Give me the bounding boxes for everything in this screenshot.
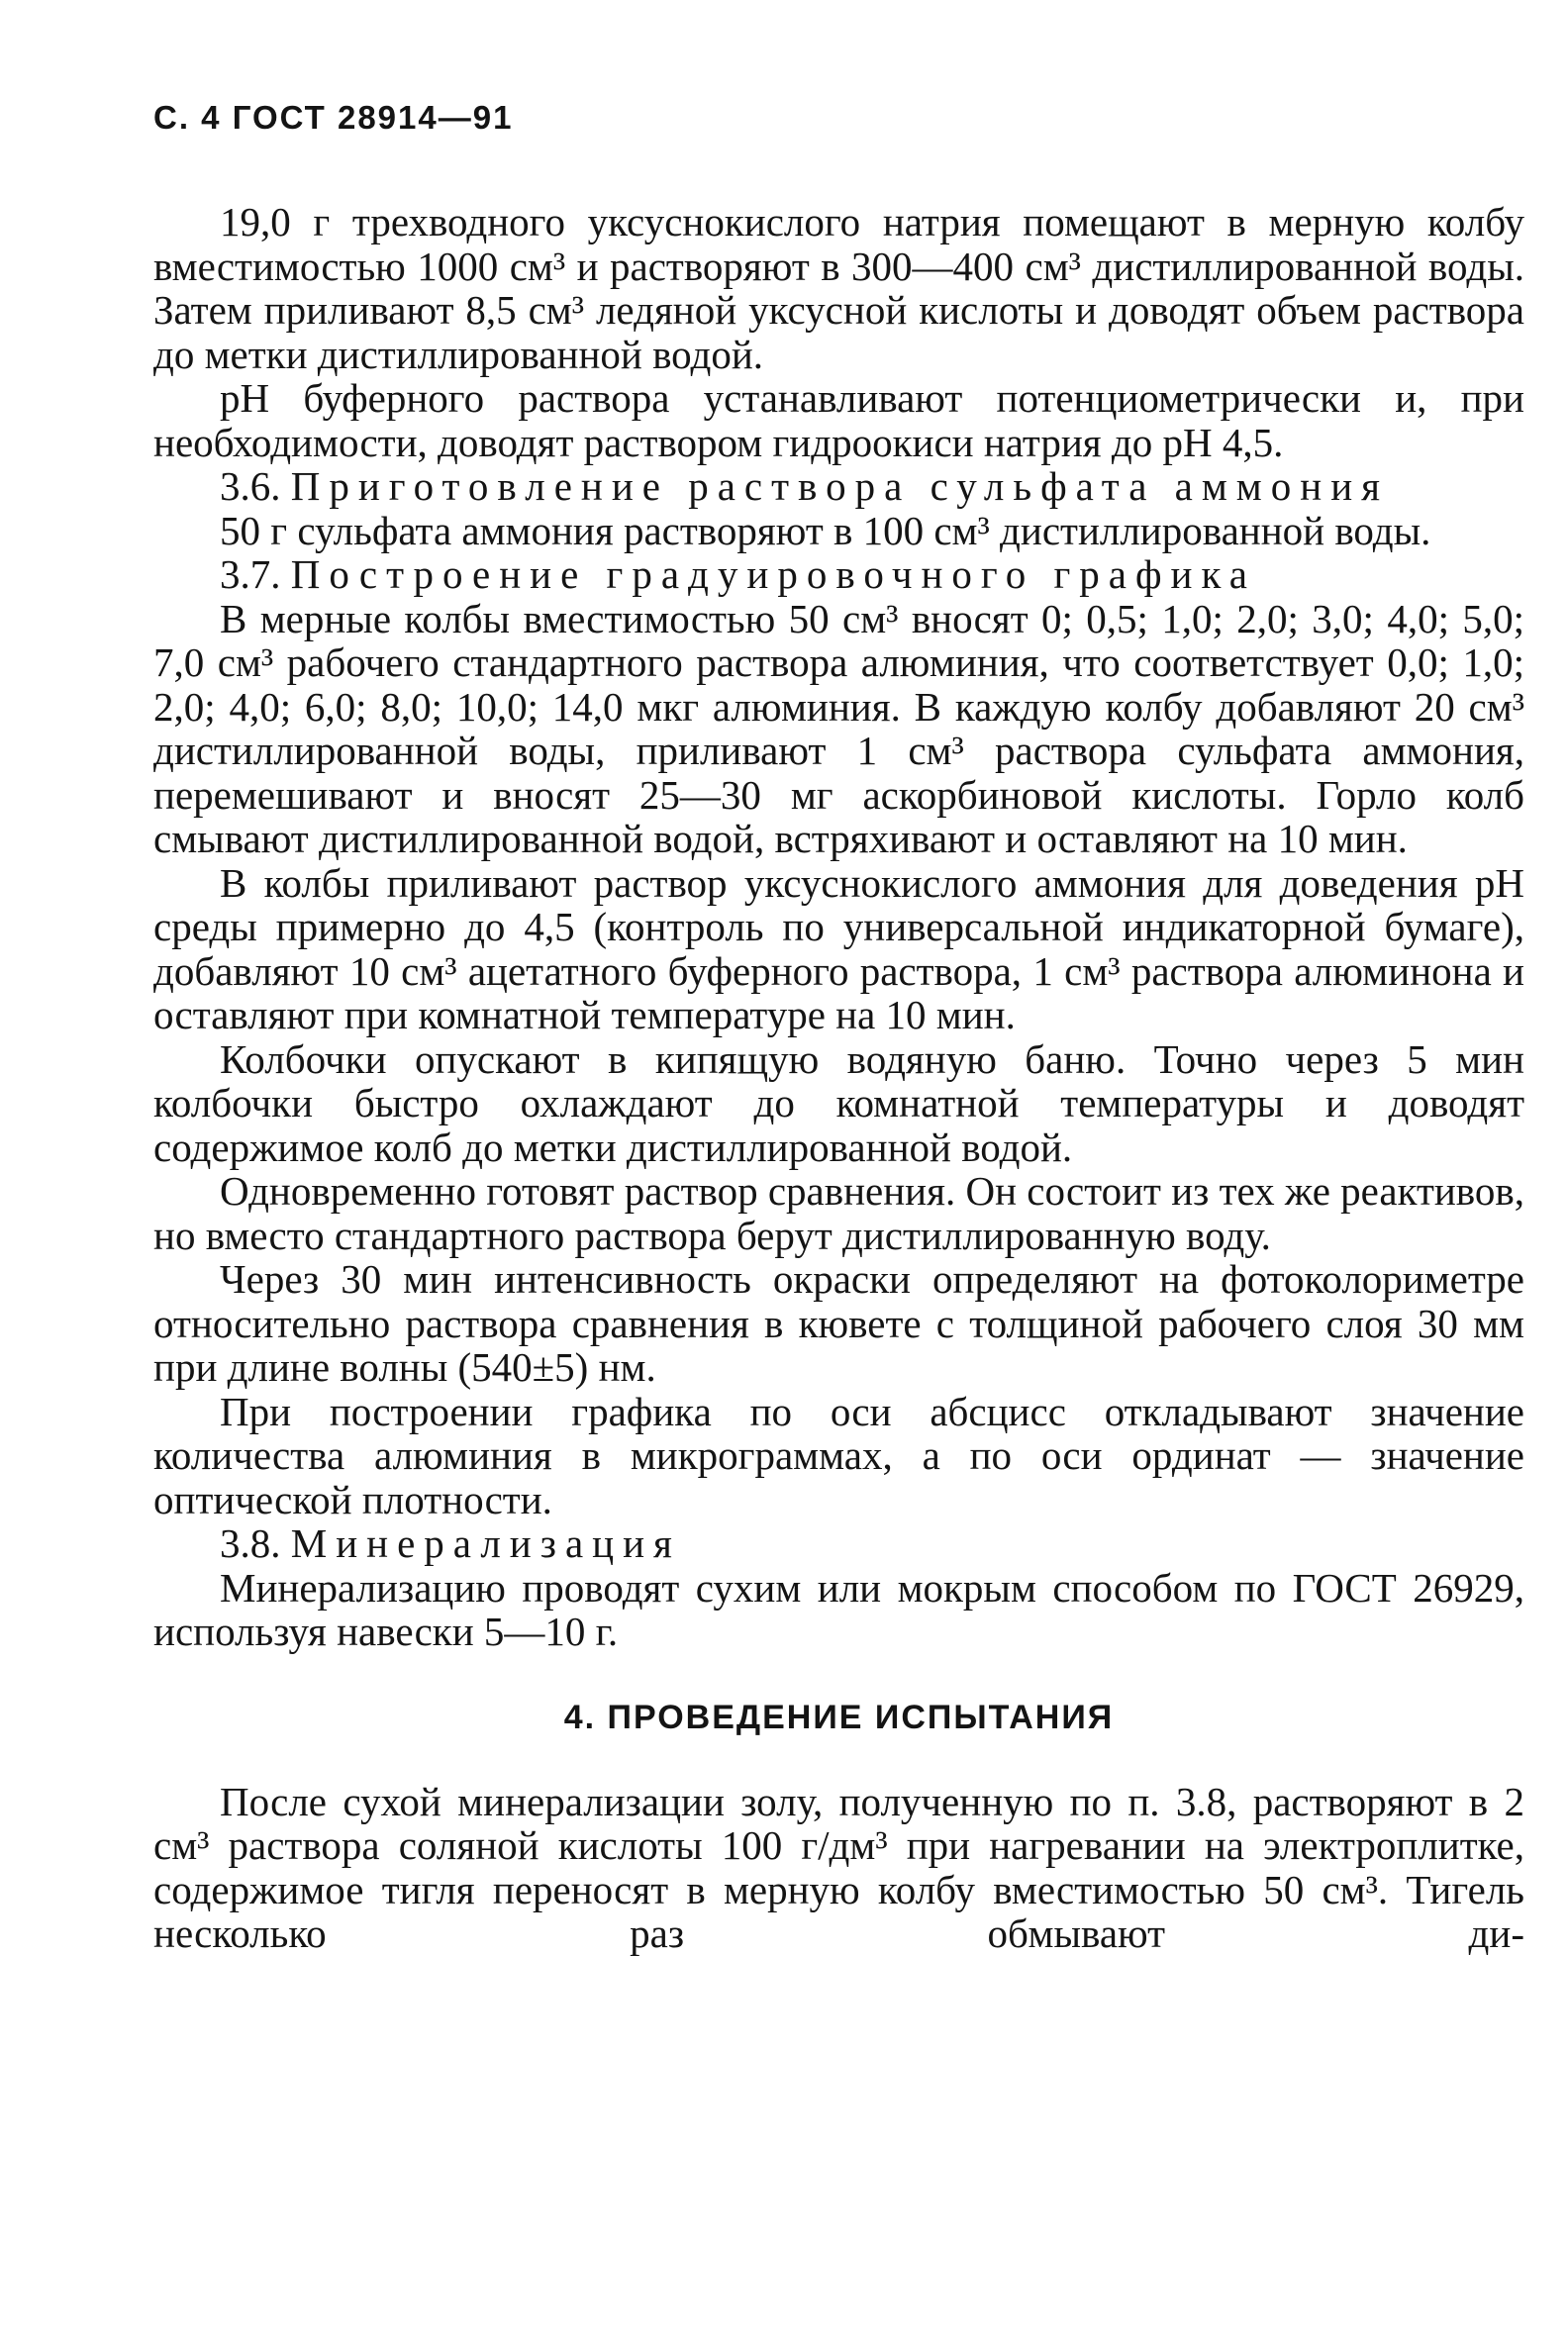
item-number: 3.8. — [220, 1520, 281, 1566]
paragraph: Колбочки опускают в кипящую водяную баню. Точно через 5 мин колбочки быстро охлаждают до комнатной температуры и доводят содержимое колб до метки дистиллированной водой. — [153, 1035, 1524, 1170]
paragraph: Через 30 мин интенсивность окраски определяют на фотоколориметре относительно раствора сравнения в кювете с толщиной рабочего слоя 30 мм при длине волны (540±5) нм. — [153, 1256, 1524, 1390]
section-title: 4. ПРОВЕДЕНИЕ ИСПЫТАНИЯ — [563, 1698, 1115, 1736]
paragraph: 19,0 г трехводного уксуснокислого натрия помещают в мерную колбу вместимостью 1000 см³ и растворяют в 300—400 см³ дистиллированной воды. Затем приливают 8,5 см³ ледяной уксусной кислоты и доводят объем раствора до метки дистиллированной водой. — [153, 199, 1524, 377]
paragraph: Минерализацию проводят сухим или мокрым способом по ГОСТ 26929, используя навески 5—10 г. — [153, 1564, 1524, 1654]
item-heading — [153, 464, 1524, 509]
paragraph: В колбы приливают раствор уксуснокислого аммония для доведения рН среды примерно до 4,5 (контроль по универсальной индикаторной бумаге), добавляют 10 см³ ацетатного буферного раствора, 1 см³ раствора алюминона и оставляют при комнатной температуре на 10 мин. — [153, 859, 1524, 1037]
item-heading — [153, 552, 1524, 597]
paragraph: После сухой минерализации золу, полученную по п. 3.8, растворяют в 2 см³ раствора соляной кислоты 100 г/дм³ при нагревании на электроплитке, содержимое тигля переносят в мерную колбу вместимостью 50 см³. Тигель несколько раз обмывают ди- — [153, 1778, 1524, 1956]
item-number: 3.7. — [220, 551, 281, 597]
paragraph: рН буферного раствора устанавливают потенциометрически и, при необходимости, доводят раствором гидроокиси натрия до рН 4,5. — [153, 375, 1524, 465]
item-title: Минерализация — [290, 1520, 681, 1566]
paragraph: При построении графика по оси абсцисс откладывают значение количества алюминия в микрограммах, а по оси ординат — значение оптической плотности. — [153, 1388, 1524, 1522]
item-title: Построение градуировочного графика — [290, 551, 1256, 597]
paragraph: В мерные колбы вместимостью 50 см³ вносят 0; 0,5; 1,0; 2,0; 3,0; 4,0; 5,0; 7,0 см³ рабочего стандартного раствора алюминия, что соответствует 0,0; 1,0; 2,0; 4,0; 6,0; 8,0; 10,0; 14,0 мкг алюминия. В каждую колбу добавляют 20 см³ дистиллированной воды, приливают 1 см³ раствора сульфата аммония, перемешивают и вносят 25—30 мг аскорбиновой кислоты. Горло колб смывают дистиллированной водой, встряхивают и оставляют на 10 мин. — [153, 595, 1524, 861]
item-title: Приготовление раствора сульфата аммония — [290, 463, 1389, 509]
paragraph: Одновременно готовят раствор сравнения. Он состоит из тех же реактивов, но вместо стандартного раствора берут дистиллированную воду. — [153, 1168, 1524, 1258]
item-heading — [153, 1521, 1524, 1566]
document-body — [153, 200, 1524, 1956]
running-head: С. 4 ГОСТ 28914—91 — [153, 99, 514, 136]
item-number: 3.6. — [220, 463, 281, 509]
paragraph: 50 г сульфата аммония растворяют в 100 см³ дистиллированной воды. — [220, 507, 1431, 553]
